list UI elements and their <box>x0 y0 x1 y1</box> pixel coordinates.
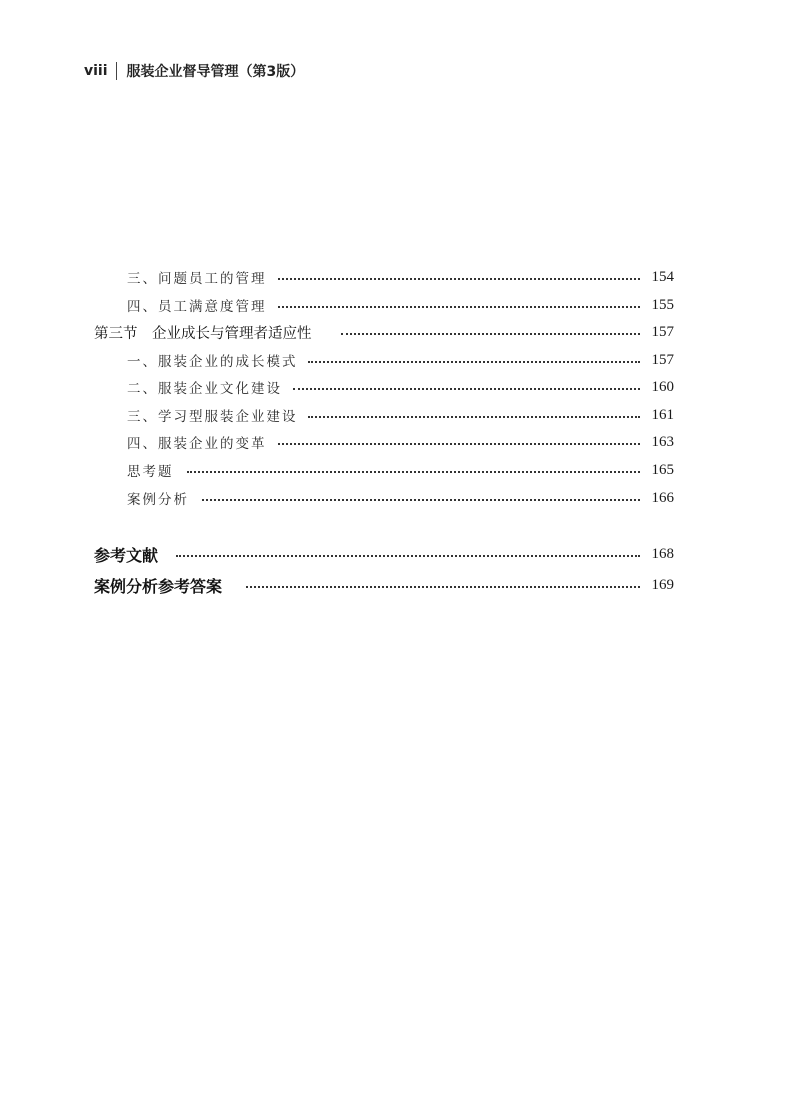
toc-entry-label: 案例分析 <box>127 492 189 508</box>
toc-entry-page: 157 <box>651 351 674 368</box>
page-number-roman: viii <box>84 63 108 79</box>
toc-entry-label: 参考文献 <box>94 545 159 565</box>
toc-entry-page: 165 <box>651 461 674 478</box>
toc-entry[interactable] <box>0 294 790 316</box>
toc-entry[interactable] <box>0 376 790 398</box>
toc-entry[interactable] <box>0 266 790 288</box>
toc-entry-page: 163 <box>651 433 674 450</box>
toc-entry-page: 161 <box>651 406 674 423</box>
dot-leader <box>293 388 640 390</box>
toc-entry-page: 168 <box>651 545 674 562</box>
toc-entry-page: 160 <box>651 378 674 395</box>
dot-leader <box>278 443 640 445</box>
dot-leader <box>187 471 640 473</box>
dot-leader <box>308 416 640 418</box>
toc-entry-label: 案例分析参考答案 <box>94 576 223 596</box>
toc-entry[interactable] <box>0 459 790 481</box>
dot-leader <box>278 278 640 280</box>
toc-entry-label: 三、问题员工的管理 <box>127 271 267 287</box>
toc-entry[interactable] <box>0 321 790 343</box>
toc-entry-page: 169 <box>651 576 674 593</box>
dot-leader <box>246 586 640 588</box>
header-divider <box>116 62 117 80</box>
toc-entry-page: 155 <box>651 296 674 313</box>
toc-entry[interactable] <box>0 574 790 596</box>
toc-entry[interactable] <box>0 543 790 565</box>
toc-entry-label: 第三节 企业成长与管理者适应性 <box>94 325 312 342</box>
toc-entry-label: 三、学习型服装企业建设 <box>127 409 298 425</box>
dot-leader <box>202 499 640 501</box>
toc-entry[interactable] <box>0 349 790 371</box>
toc-entry-label: 思考题 <box>127 464 174 480</box>
dot-leader <box>176 555 640 557</box>
toc-entry-page: 157 <box>651 323 674 340</box>
running-header <box>84 61 304 81</box>
dot-leader <box>278 306 640 308</box>
toc-entry-label: 一、服装企业的成长模式 <box>127 354 298 370</box>
toc-entry-page: 154 <box>651 268 674 285</box>
dot-leader <box>308 361 640 363</box>
toc-entry[interactable] <box>0 431 790 453</box>
toc-entry-label: 四、服装企业的变革 <box>127 436 267 452</box>
toc-entry-label: 四、员工满意度管理 <box>127 299 267 315</box>
toc-entry-page: 166 <box>651 489 674 506</box>
dot-leader <box>341 333 640 335</box>
book-title: 服装企业督导管理（第3版） <box>126 64 305 80</box>
toc-entry-label: 二、服装企业文化建设 <box>127 381 282 397</box>
toc-entry[interactable] <box>0 404 790 426</box>
toc-entry[interactable] <box>0 487 790 509</box>
